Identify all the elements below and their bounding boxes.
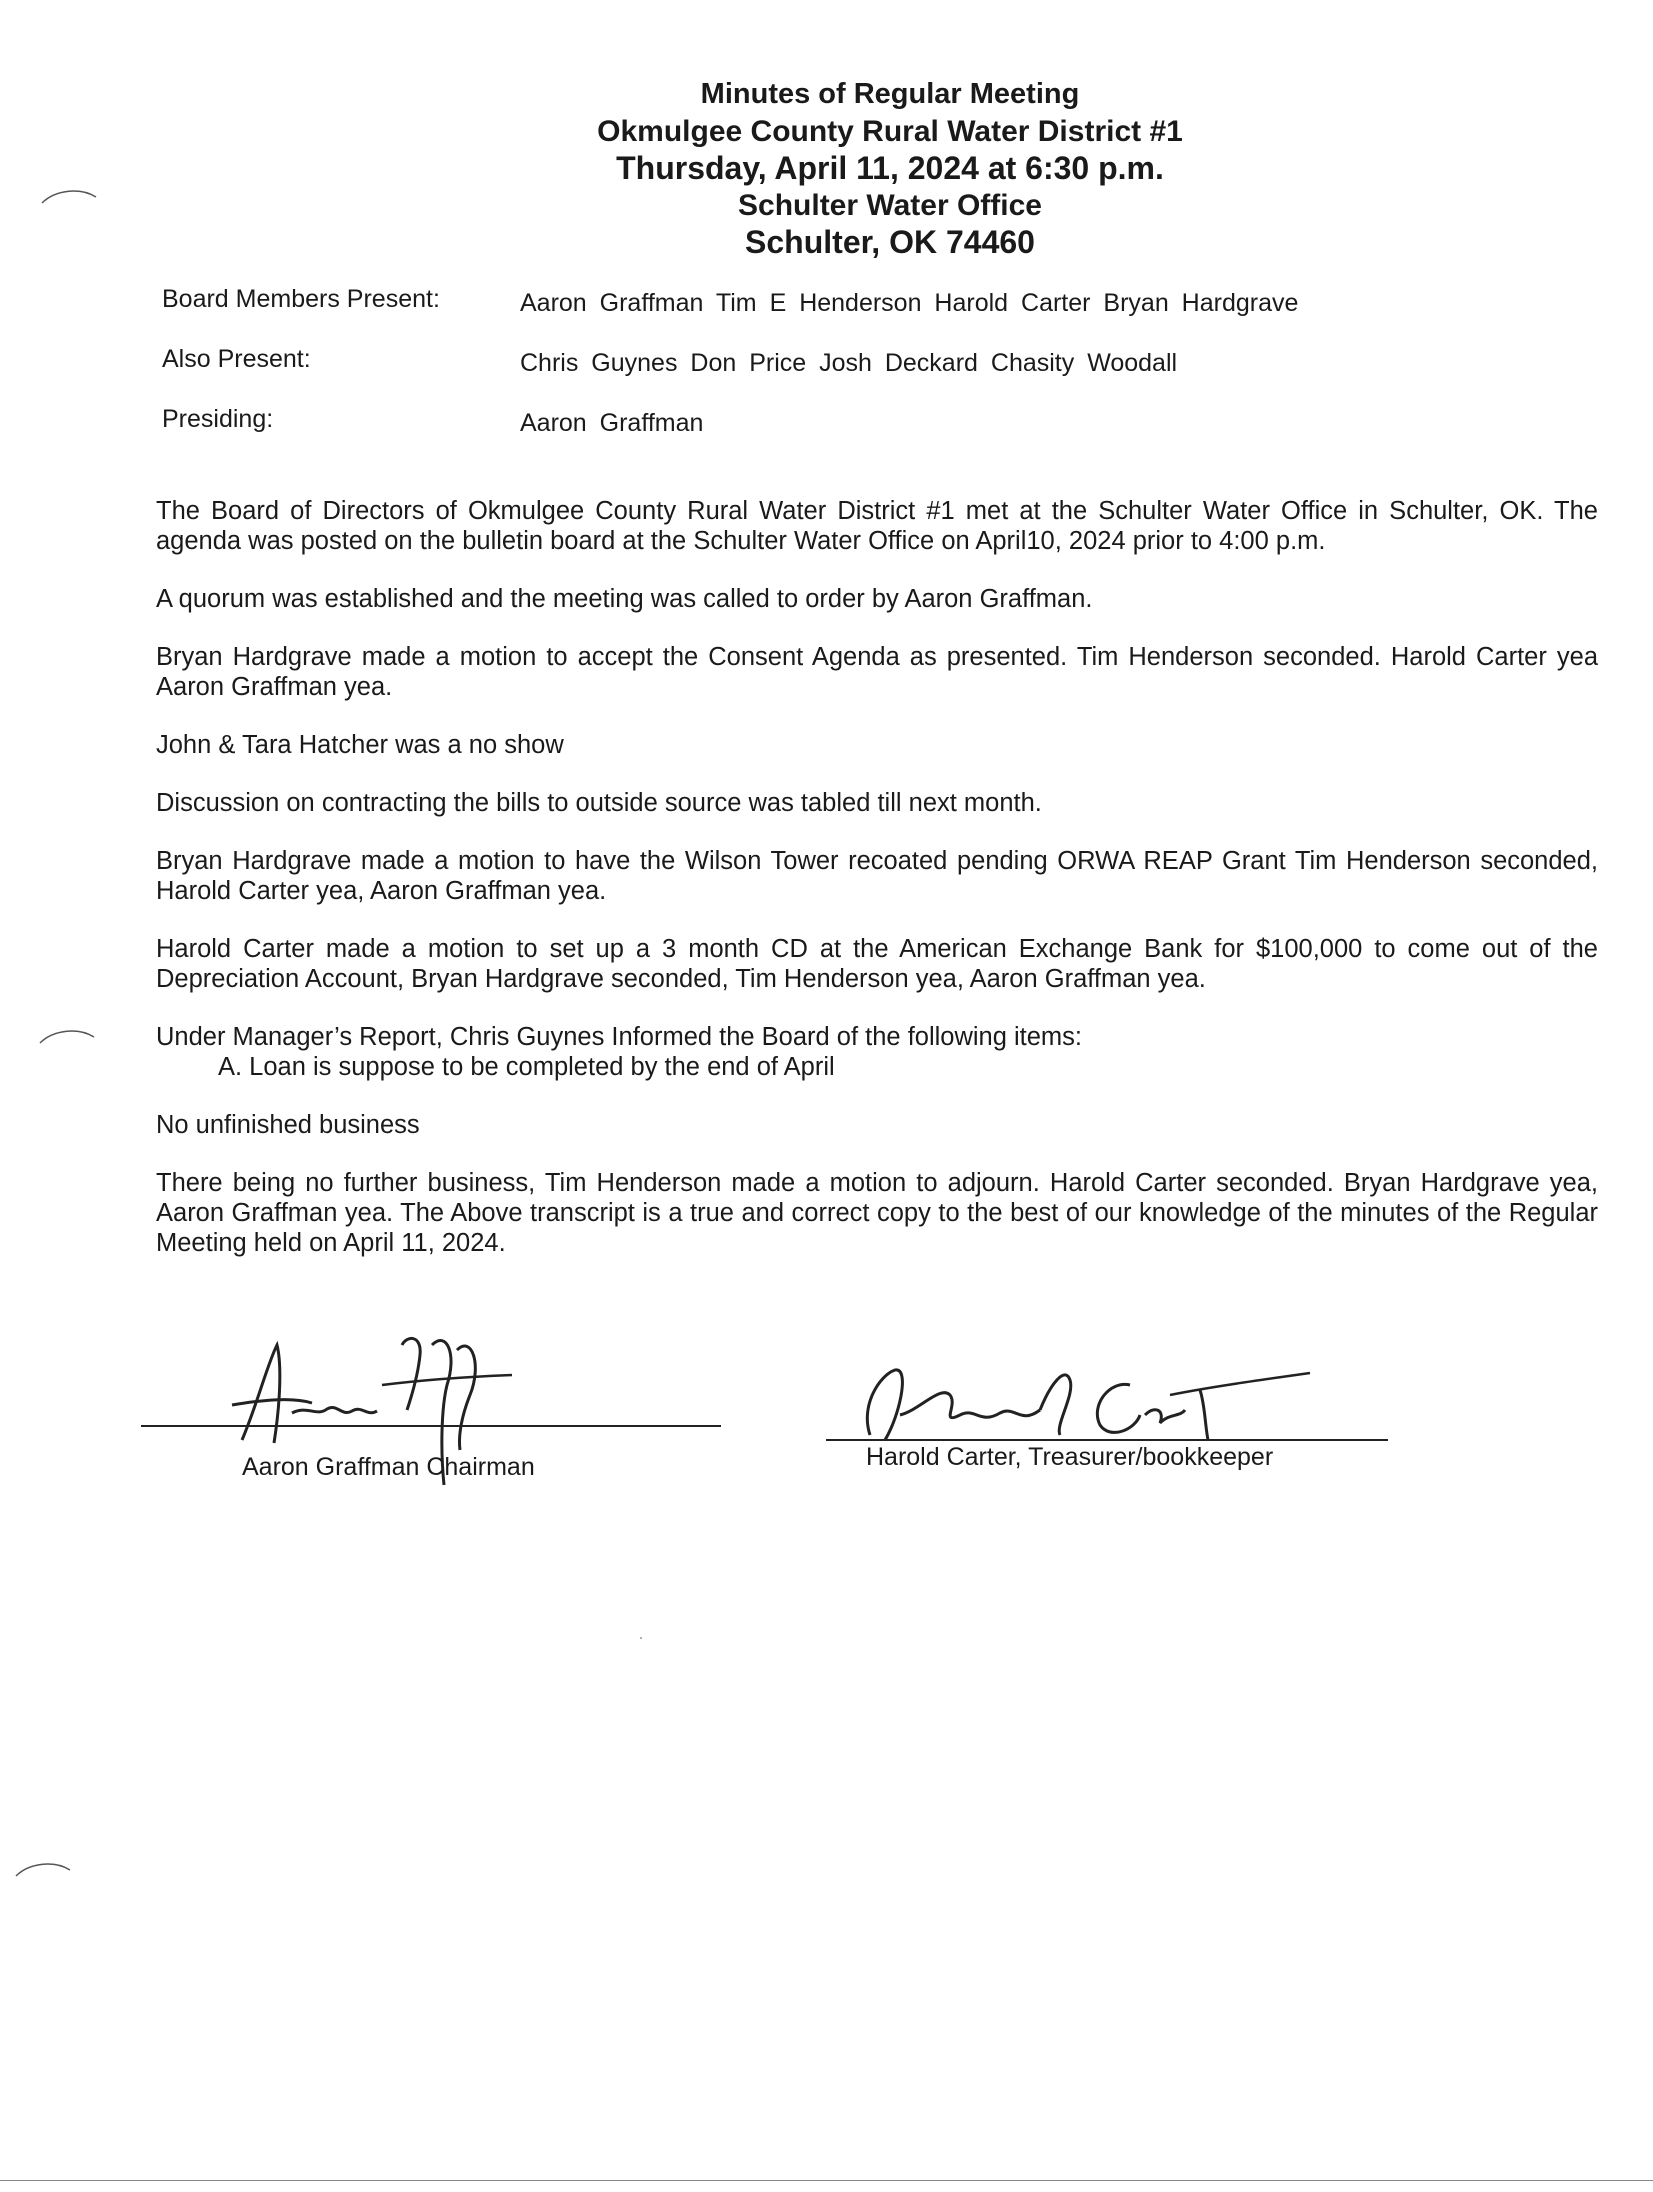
paragraph-quorum: A quorum was established and the meeting was called to order by Aaron Graffman. [156, 585, 1093, 613]
paragraph-contracting-bills: Discussion on contracting the bills to outside source was tabled till next month. [156, 789, 1042, 817]
also-present-label: Also Present: [162, 345, 311, 373]
paragraph-consent-agenda: Bryan Hardgrave made a motion to accept the Consent Agenda as presented. Tim Henderson seconded. Harold Carter yea Aaron Graffman yea. [156, 643, 1598, 701]
board-members-value: Aaron Graffman Tim E Henderson Harold Carter Bryan Hardgrave [520, 289, 1299, 317]
paragraph-no-show: John & Tara Hatcher was a no show [156, 731, 564, 759]
managers-report-item: A. Loan is suppose to be completed by the end of April [218, 1053, 835, 1081]
presiding-label: Presiding: [162, 405, 274, 433]
scan-speck [640, 1637, 642, 1639]
header-organization: Okmulgee County Rural Water District #1 [597, 115, 1183, 148]
managers-report-intro: Under Manager’s Report, Chris Guynes Informed the Board of the following items: [156, 1023, 1083, 1051]
board-members-label: Board Members Present: [162, 285, 440, 313]
paragraph-cd-motion: Harold Carter made a motion to set up a 3 month CD at the American Exchange Bank for $100,000 to come out of the Depreciation Account, Bryan Hardgrave seconded, Tim Henderson yea, Aaron Graffman yea. [156, 935, 1598, 993]
treasurer-signature-line [826, 1439, 1388, 1441]
treasurer-caption: Harold Carter, Treasurer/bookkeeper [866, 1443, 1274, 1471]
scan-edge-line [0, 2180, 1653, 2181]
paragraph-adjournment: There being no further business, Tim Henderson made a motion to adjourn. Harold Carter seconded. Bryan Hardgrave yea, Aaron Graffman yea. The Above transcript is a true and correct copy to the best of our knowledge of the minutes of the Regular Meeting held on April 11, 2024. [156, 1169, 1598, 1257]
also-present-value: Chris Guynes Don Price Josh Deckard Chasity Woodall [520, 349, 1178, 377]
chairman-signature-line [141, 1425, 721, 1427]
chairman-caption: Aaron Graffman Chairman [242, 1453, 535, 1481]
punch-hole-mark [38, 1025, 98, 1045]
paragraph-wilson-tower: Bryan Hardgrave made a motion to have the Wilson Tower recoated pending ORWA REAP Grant Tim Henderson seconded, Harold Carter yea, Aaron Graffman yea. [156, 847, 1598, 905]
header-date-time: Thursday, April 11, 2024 at 6:30 p.m. [616, 150, 1164, 186]
paragraph-meeting-info: The Board of Directors of Okmulgee County Rural Water District #1 met at the Schulter Water Office in Schulter, OK. The agenda was posted on the bulletin board at the Schulter Water Office on April10, 2024 prior to 4:00 p.m. [156, 497, 1598, 555]
header-location: Schulter Water Office [738, 189, 1042, 222]
header-title: Minutes of Regular Meeting [700, 78, 1080, 110]
punch-hole-mark [14, 1858, 74, 1878]
punch-hole-mark [40, 185, 100, 205]
header-city: Schulter, OK 74460 [745, 224, 1035, 260]
paragraph-unfinished-business: No unfinished business [156, 1111, 420, 1139]
presiding-value: Aaron Graffman [520, 409, 704, 437]
